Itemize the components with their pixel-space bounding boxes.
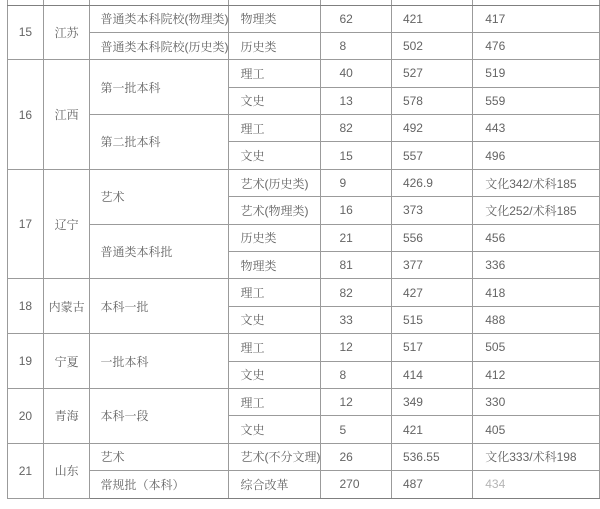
category-cell: 物理类 <box>229 252 321 279</box>
score-cell: 426.9 <box>391 169 472 196</box>
score-cell: 556 <box>391 224 472 251</box>
category-cell: 理工 <box>229 279 321 306</box>
table-row <box>8 169 600 196</box>
category-cell: 文史 <box>229 142 321 169</box>
table-row <box>8 388 600 415</box>
batch-cell: 常规批（本科） <box>90 471 229 498</box>
score-cell: 536.55 <box>391 443 472 470</box>
category-cell: 文史 <box>229 306 321 333</box>
table-row <box>8 60 600 87</box>
score-cell: 421 <box>391 416 472 443</box>
count-cell: 26 <box>321 443 391 470</box>
note-cell: 418 <box>473 279 600 306</box>
row-index-cell: 15 <box>8 5 44 60</box>
note-cell: 336 <box>473 252 600 279</box>
batch-cell: 一批本科 <box>90 334 229 389</box>
count-cell: 33 <box>321 306 391 333</box>
note-cell: 519 <box>473 60 600 87</box>
category-cell: 物理类 <box>229 5 321 32</box>
province-cell: 江苏 <box>43 5 90 60</box>
score-cell: 373 <box>391 197 472 224</box>
batch-cell: 第一批本科 <box>90 60 229 115</box>
row-index-cell: 20 <box>8 388 44 443</box>
table-row <box>8 115 600 142</box>
count-cell: 5 <box>321 416 391 443</box>
note-cell: 456 <box>473 224 600 251</box>
note-cell: 476 <box>473 32 600 59</box>
note-cell: 505 <box>473 334 600 361</box>
score-table <box>7 0 600 499</box>
count-cell: 9 <box>321 169 391 196</box>
count-cell: 82 <box>321 115 391 142</box>
batch-cell: 本科一段 <box>90 388 229 443</box>
row-index-cell: 18 <box>8 279 44 334</box>
note-cell: 330 <box>473 388 600 415</box>
count-cell: 13 <box>321 87 391 114</box>
score-cell: 527 <box>391 60 472 87</box>
batch-cell: 普通类本科批 <box>90 224 229 279</box>
province-cell: 辽宁 <box>43 169 90 279</box>
batch-cell: 普通类本科院校(物理类) <box>90 5 229 32</box>
score-table-body <box>8 0 600 498</box>
note-cell: 443 <box>473 115 600 142</box>
note-cell: 417 <box>473 5 600 32</box>
score-cell: 349 <box>391 388 472 415</box>
row-index-cell: 19 <box>8 334 44 389</box>
note-cell: 文化333/术科198 <box>473 443 600 470</box>
count-cell: 8 <box>321 361 391 388</box>
count-cell: 82 <box>321 279 391 306</box>
note-cell: 405 <box>473 416 600 443</box>
count-cell: 40 <box>321 60 391 87</box>
batch-cell: 艺术 <box>90 169 229 224</box>
count-cell: 62 <box>321 5 391 32</box>
category-cell: 理工 <box>229 334 321 361</box>
note-cell: 496 <box>473 142 600 169</box>
table-row <box>8 471 600 498</box>
batch-cell: 第二批本科 <box>90 115 229 170</box>
score-cell: 377 <box>391 252 472 279</box>
category-cell: 文史 <box>229 87 321 114</box>
count-cell: 15 <box>321 142 391 169</box>
score-cell: 487 <box>391 471 472 498</box>
score-cell: 517 <box>391 334 472 361</box>
category-cell: 理工 <box>229 388 321 415</box>
table-row <box>8 5 600 32</box>
note-cell: 文化342/术科185 <box>473 169 600 196</box>
table-row <box>8 443 600 470</box>
province-cell: 青海 <box>43 388 90 443</box>
note-cell: 488 <box>473 306 600 333</box>
count-cell: 21 <box>321 224 391 251</box>
category-cell: 文史 <box>229 361 321 388</box>
row-index-cell: 17 <box>8 169 44 279</box>
province-cell: 宁夏 <box>43 334 90 389</box>
score-cell: 492 <box>391 115 472 142</box>
note-cell: 412 <box>473 361 600 388</box>
category-cell: 历史类 <box>229 224 321 251</box>
category-cell: 艺术(物理类) <box>229 197 321 224</box>
admission-score-table <box>7 0 600 499</box>
category-cell: 历史类 <box>229 32 321 59</box>
score-cell: 502 <box>391 32 472 59</box>
score-cell: 578 <box>391 87 472 114</box>
batch-cell: 普通类本科院校(历史类) <box>90 32 229 59</box>
row-index-cell: 21 <box>8 443 44 498</box>
note-cell: 559 <box>473 87 600 114</box>
count-cell: 12 <box>321 334 391 361</box>
batch-cell: 艺术 <box>90 443 229 470</box>
province-cell: 江西 <box>43 60 90 170</box>
category-cell: 文史 <box>229 416 321 443</box>
score-cell: 557 <box>391 142 472 169</box>
count-cell: 12 <box>321 388 391 415</box>
category-cell: 理工 <box>229 60 321 87</box>
note-cell: 434 <box>473 471 600 498</box>
note-cell: 文化252/术科185 <box>473 197 600 224</box>
score-cell: 427 <box>391 279 472 306</box>
score-cell: 414 <box>391 361 472 388</box>
table-row <box>8 224 600 251</box>
count-cell: 81 <box>321 252 391 279</box>
category-cell: 理工 <box>229 115 321 142</box>
category-cell: 艺术(不分文理) <box>229 443 321 470</box>
score-cell: 421 <box>391 5 472 32</box>
count-cell: 8 <box>321 32 391 59</box>
province-cell: 山东 <box>43 443 90 498</box>
table-row <box>8 279 600 306</box>
batch-cell: 本科一批 <box>90 279 229 334</box>
row-index-cell: 16 <box>8 60 44 170</box>
table-row <box>8 334 600 361</box>
category-cell: 综合改革 <box>229 471 321 498</box>
province-cell: 内蒙古 <box>43 279 90 334</box>
count-cell: 16 <box>321 197 391 224</box>
count-cell: 270 <box>321 471 391 498</box>
table-row <box>8 32 600 59</box>
category-cell: 艺术(历史类) <box>229 169 321 196</box>
score-cell: 515 <box>391 306 472 333</box>
